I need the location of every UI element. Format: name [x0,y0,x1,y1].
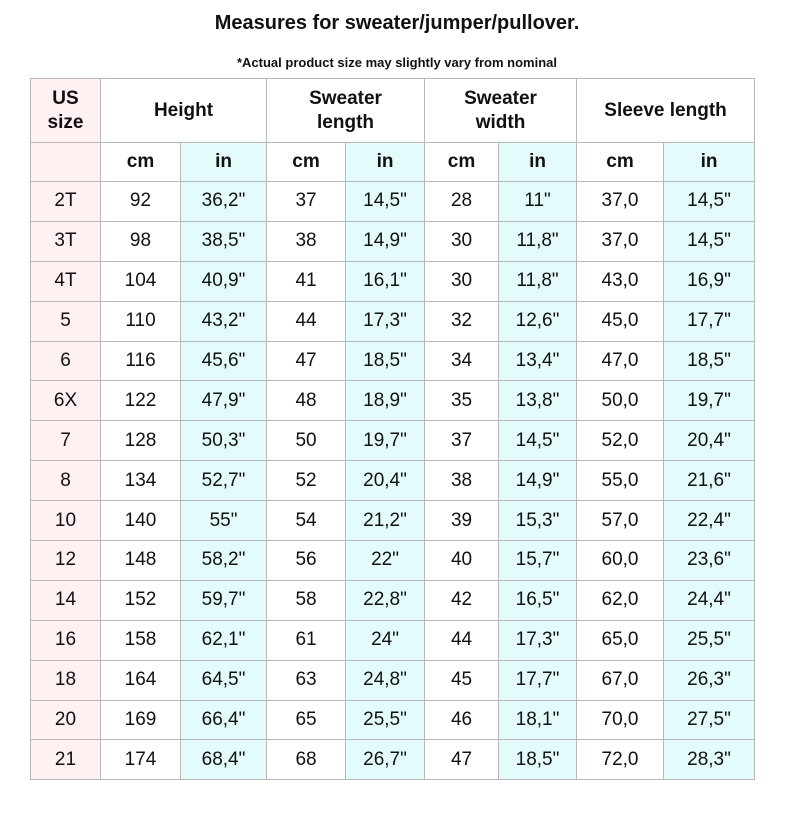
cell-size: 7 [31,421,101,461]
cell-sleeve-in: 25,5" [664,620,755,660]
cell-sleeve-in: 21,6" [664,461,755,501]
table-row [31,381,755,421]
cell-sleeve-cm: 62,0 [577,580,664,620]
header-height: Height [101,79,267,143]
header-unit-cm: cm [267,143,346,182]
cell-sleeve-in: 17,7" [664,301,755,341]
cell-length-cm: 65 [267,700,346,740]
cell-height-in: 45,6" [181,341,267,381]
cell-length-in: 19,7" [346,421,425,461]
cell-sleeve-in: 23,6" [664,541,755,581]
cell-size: 21 [31,740,101,780]
header-unit-blank [31,143,101,182]
table-row [31,341,755,381]
cell-width-in: 16,5" [499,580,577,620]
cell-width-cm: 38 [425,461,499,501]
cell-size: 4T [31,261,101,301]
cell-width-cm: 37 [425,421,499,461]
cell-sleeve-cm: 65,0 [577,620,664,660]
cell-length-in: 26,7" [346,740,425,780]
cell-sleeve-cm: 37,0 [577,221,664,261]
cell-sleeve-in: 14,5" [664,182,755,222]
cell-sleeve-in: 18,5" [664,341,755,381]
cell-width-in: 17,7" [499,660,577,700]
cell-length-cm: 54 [267,501,346,541]
table-row [31,461,755,501]
cell-sleeve-cm: 72,0 [577,740,664,780]
cell-height-in: 66,4" [181,700,267,740]
cell-sleeve-cm: 52,0 [577,421,664,461]
cell-height-cm: 164 [101,660,181,700]
cell-width-cm: 30 [425,261,499,301]
cell-width-cm: 35 [425,381,499,421]
cell-width-in: 14,9" [499,461,577,501]
cell-width-in: 15,7" [499,541,577,581]
cell-length-in: 16,1" [346,261,425,301]
cell-height-cm: 92 [101,182,181,222]
table-row [31,541,755,581]
header-sleeve-length: Sleeve length [577,79,755,143]
cell-sleeve-in: 24,4" [664,580,755,620]
cell-width-in: 15,3" [499,501,577,541]
page-title: Measures for sweater/jumper/pullover. [214,12,580,34]
cell-width-in: 11" [499,182,577,222]
cell-height-in: 40,9" [181,261,267,301]
cell-width-cm: 30 [425,221,499,261]
cell-length-cm: 47 [267,341,346,381]
cell-length-cm: 52 [267,461,346,501]
cell-height-in: 52,7" [181,461,267,501]
header-unit-in: in [664,143,755,182]
cell-sleeve-in: 20,4" [664,421,755,461]
cell-width-in: 18,5" [499,740,577,780]
cell-sleeve-in: 26,3" [664,660,755,700]
cell-width-cm: 39 [425,501,499,541]
cell-height-in: 64,5" [181,660,267,700]
cell-height-in: 59,7" [181,580,267,620]
cell-height-in: 68,4" [181,740,267,780]
page-subtitle: *Actual product size may slightly vary from nominal [236,55,558,70]
cell-width-in: 18,1" [499,700,577,740]
cell-height-cm: 140 [101,501,181,541]
cell-width-cm: 40 [425,541,499,581]
cell-sleeve-cm: 57,0 [577,501,664,541]
cell-width-cm: 34 [425,341,499,381]
cell-length-cm: 56 [267,541,346,581]
cell-length-in: 24" [346,620,425,660]
cell-width-cm: 45 [425,660,499,700]
cell-sleeve-in: 14,5" [664,221,755,261]
cell-sleeve-cm: 55,0 [577,461,664,501]
cell-height-cm: 128 [101,421,181,461]
cell-width-in: 13,4" [499,341,577,381]
table-row [31,700,755,740]
header-unit-cm: cm [425,143,499,182]
header-unit-in: in [181,143,267,182]
cell-size: 5 [31,301,101,341]
cell-height-cm: 122 [101,381,181,421]
cell-width-cm: 46 [425,700,499,740]
cell-length-in: 17,3" [346,301,425,341]
table-row [31,301,755,341]
cell-width-cm: 32 [425,301,499,341]
cell-height-cm: 148 [101,541,181,581]
cell-length-in: 14,5" [346,182,425,222]
cell-width-in: 11,8" [499,221,577,261]
cell-sleeve-cm: 60,0 [577,541,664,581]
table-row [31,580,755,620]
header-row-units [31,143,755,182]
cell-height-in: 47,9" [181,381,267,421]
table-row [31,740,755,780]
cell-length-cm: 48 [267,381,346,421]
cell-height-cm: 104 [101,261,181,301]
table-row [31,221,755,261]
cell-width-in: 14,5" [499,421,577,461]
cell-length-cm: 37 [267,182,346,222]
cell-height-cm: 110 [101,301,181,341]
cell-length-in: 14,9" [346,221,425,261]
cell-height-cm: 158 [101,620,181,660]
cell-sleeve-cm: 45,0 [577,301,664,341]
cell-height-cm: 169 [101,700,181,740]
cell-sleeve-cm: 70,0 [577,700,664,740]
cell-length-in: 18,5" [346,341,425,381]
cell-size: 20 [31,700,101,740]
header-sweater-width: Sweater width [425,79,577,143]
cell-size: 18 [31,660,101,700]
table-row [31,261,755,301]
cell-sleeve-in: 28,3" [664,740,755,780]
header-unit-in: in [499,143,577,182]
header-unit-cm: cm [101,143,181,182]
cell-size: 12 [31,541,101,581]
cell-length-cm: 61 [267,620,346,660]
cell-sleeve-in: 19,7" [664,381,755,421]
cell-width-cm: 44 [425,620,499,660]
cell-length-cm: 41 [267,261,346,301]
cell-size: 8 [31,461,101,501]
cell-length-in: 22" [346,541,425,581]
cell-length-in: 25,5" [346,700,425,740]
table-row [31,182,755,222]
cell-height-in: 38,5" [181,221,267,261]
cell-height-cm: 116 [101,341,181,381]
cell-height-in: 62,1" [181,620,267,660]
cell-height-in: 58,2" [181,541,267,581]
cell-length-cm: 63 [267,660,346,700]
cell-sleeve-cm: 67,0 [577,660,664,700]
cell-length-cm: 50 [267,421,346,461]
cell-width-in: 17,3" [499,620,577,660]
cell-sleeve-in: 16,9" [664,261,755,301]
cell-width-in: 11,8" [499,261,577,301]
table-row [31,620,755,660]
cell-size: 3T [31,221,101,261]
cell-length-cm: 38 [267,221,346,261]
header-sweater-length: Sweater length [267,79,425,143]
cell-sleeve-in: 22,4" [664,501,755,541]
cell-height-in: 55" [181,501,267,541]
cell-length-in: 21,2" [346,501,425,541]
cell-height-cm: 134 [101,461,181,501]
cell-length-in: 22,8" [346,580,425,620]
header-unit-cm: cm [577,143,664,182]
cell-size: 16 [31,620,101,660]
cell-height-cm: 98 [101,221,181,261]
cell-size: 2T [31,182,101,222]
cell-height-in: 50,3" [181,421,267,461]
header-us-size: US size [31,79,101,143]
header-unit-in: in [346,143,425,182]
cell-size: 14 [31,580,101,620]
cell-height-cm: 174 [101,740,181,780]
cell-sleeve-cm: 37,0 [577,182,664,222]
cell-sleeve-cm: 50,0 [577,381,664,421]
cell-size: 10 [31,501,101,541]
cell-height-in: 36,2" [181,182,267,222]
cell-length-cm: 44 [267,301,346,341]
cell-length-in: 20,4" [346,461,425,501]
cell-length-cm: 68 [267,740,346,780]
cell-width-cm: 42 [425,580,499,620]
cell-sleeve-cm: 47,0 [577,341,664,381]
table-row [31,501,755,541]
cell-sleeve-in: 27,5" [664,700,755,740]
cell-size: 6X [31,381,101,421]
cell-height-cm: 152 [101,580,181,620]
cell-length-in: 24,8" [346,660,425,700]
size-chart-table [30,78,755,780]
table-row [31,421,755,461]
cell-height-in: 43,2" [181,301,267,341]
cell-width-in: 13,8" [499,381,577,421]
cell-length-cm: 58 [267,580,346,620]
cell-size: 6 [31,341,101,381]
header-row-measures [31,79,755,143]
table-row [31,660,755,700]
cell-width-cm: 28 [425,182,499,222]
cell-length-in: 18,9" [346,381,425,421]
cell-width-in: 12,6" [499,301,577,341]
cell-width-cm: 47 [425,740,499,780]
cell-sleeve-cm: 43,0 [577,261,664,301]
